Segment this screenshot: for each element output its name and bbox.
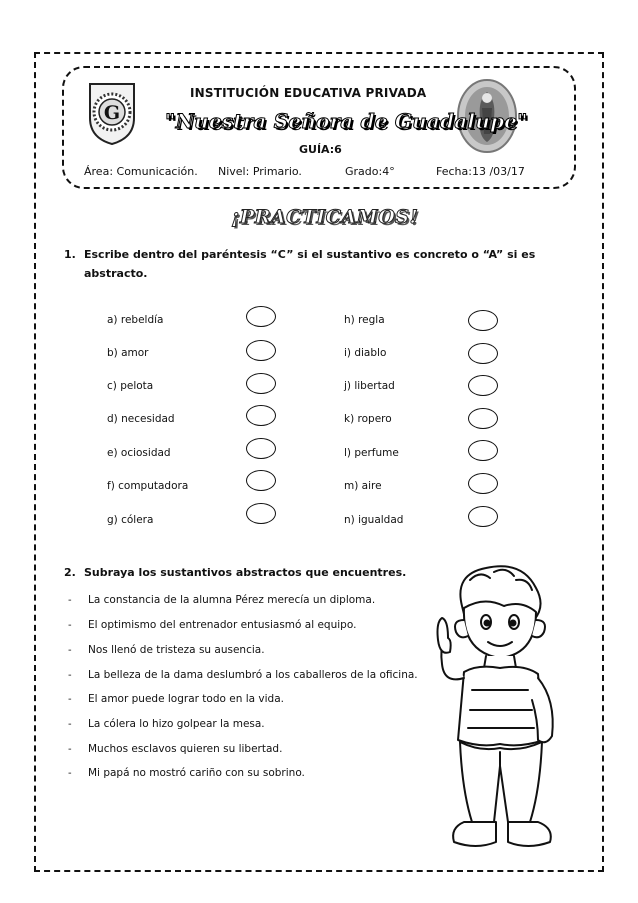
item-left: g) cólera <box>107 514 154 526</box>
answer-oval[interactable] <box>468 375 498 396</box>
bullet-dash: - <box>68 645 72 656</box>
answer-oval[interactable] <box>468 506 498 527</box>
exercise1-number: 1. <box>64 248 76 261</box>
sentence: El amor puede lograr todo en la vida. <box>88 693 284 705</box>
answer-oval[interactable] <box>246 503 276 524</box>
answer-oval[interactable] <box>246 373 276 394</box>
item-right: k) ropero <box>344 413 392 425</box>
bullet-dash: - <box>68 744 72 755</box>
school-crest-logo <box>86 80 138 146</box>
bullet-dash: - <box>68 595 72 606</box>
item-left: c) pelota <box>107 380 154 392</box>
answer-oval[interactable] <box>246 470 276 491</box>
item-right: i) diablo <box>344 347 387 359</box>
item-left: e) ociosidad <box>107 447 171 459</box>
sentence: El optimismo del entrenador entusiasmó al equipo. <box>88 619 357 631</box>
sentence: Muchos esclavos quieren su libertad. <box>88 743 283 755</box>
answer-oval[interactable] <box>468 343 498 364</box>
sentence: Nos llenó de tristeza su ausencia. <box>88 644 265 656</box>
bullet-dash: - <box>68 620 72 631</box>
sentence: La belleza de la dama deslumbró a los caballeros de la oficina. <box>88 669 418 681</box>
answer-oval[interactable] <box>468 408 498 429</box>
worksheet-title: ¡PRACTICAMOS! <box>231 206 419 228</box>
school-name: "Nuestra Señora de Guadalupe" <box>165 109 528 133</box>
item-right: n) igualdad <box>344 514 404 526</box>
date-field: Fecha:13 /03/17 <box>436 165 525 178</box>
answer-oval[interactable] <box>246 306 276 327</box>
answer-oval[interactable] <box>468 310 498 331</box>
guide-number: GUÍA:6 <box>299 143 342 156</box>
bullet-dash: - <box>68 670 72 681</box>
bullet-dash: - <box>68 719 72 730</box>
logo-letter: G <box>103 102 121 124</box>
institution-label: INSTITUCIÓN EDUCATIVA PRIVADA <box>190 86 427 100</box>
sentence: La cólera lo hizo golpear la mesa. <box>88 718 265 730</box>
item-right: l) perfume <box>344 447 399 459</box>
item-left: d) necesidad <box>107 413 175 425</box>
item-left: b) amor <box>107 347 149 359</box>
exercise1-instruction-line1: Escribe dentro del paréntesis “C” si el sustantivo es concreto o “A” si es <box>84 248 536 261</box>
answer-oval[interactable] <box>246 340 276 361</box>
grade-field: Grado:4° <box>345 165 395 178</box>
exercise2-number: 2. <box>64 566 76 579</box>
item-left: a) rebeldía <box>107 314 164 326</box>
answer-oval[interactable] <box>246 438 276 459</box>
answer-oval[interactable] <box>468 440 498 461</box>
item-right: j) libertad <box>344 380 395 392</box>
sentence: La constancia de la alumna Pérez merecía un diploma. <box>88 594 376 606</box>
boy-illustration <box>424 560 574 860</box>
sentence: Mi papá no mostró cariño con su sobrino. <box>88 767 305 779</box>
item-right: m) aire <box>344 480 382 492</box>
area-field: Área: Comunicación. <box>84 165 198 178</box>
exercise1-instruction-line2: abstracto. <box>84 267 148 280</box>
item-right: h) regla <box>344 314 385 326</box>
item-left: f) computadora <box>107 480 189 492</box>
level-field: Nivel: Primario. <box>218 165 302 178</box>
exercise2-instruction: Subraya los sustantivos abstractos que encuentres. <box>84 566 407 579</box>
answer-oval[interactable] <box>468 473 498 494</box>
bullet-dash: - <box>68 694 72 705</box>
bullet-dash: - <box>68 768 72 779</box>
answer-oval[interactable] <box>246 405 276 426</box>
